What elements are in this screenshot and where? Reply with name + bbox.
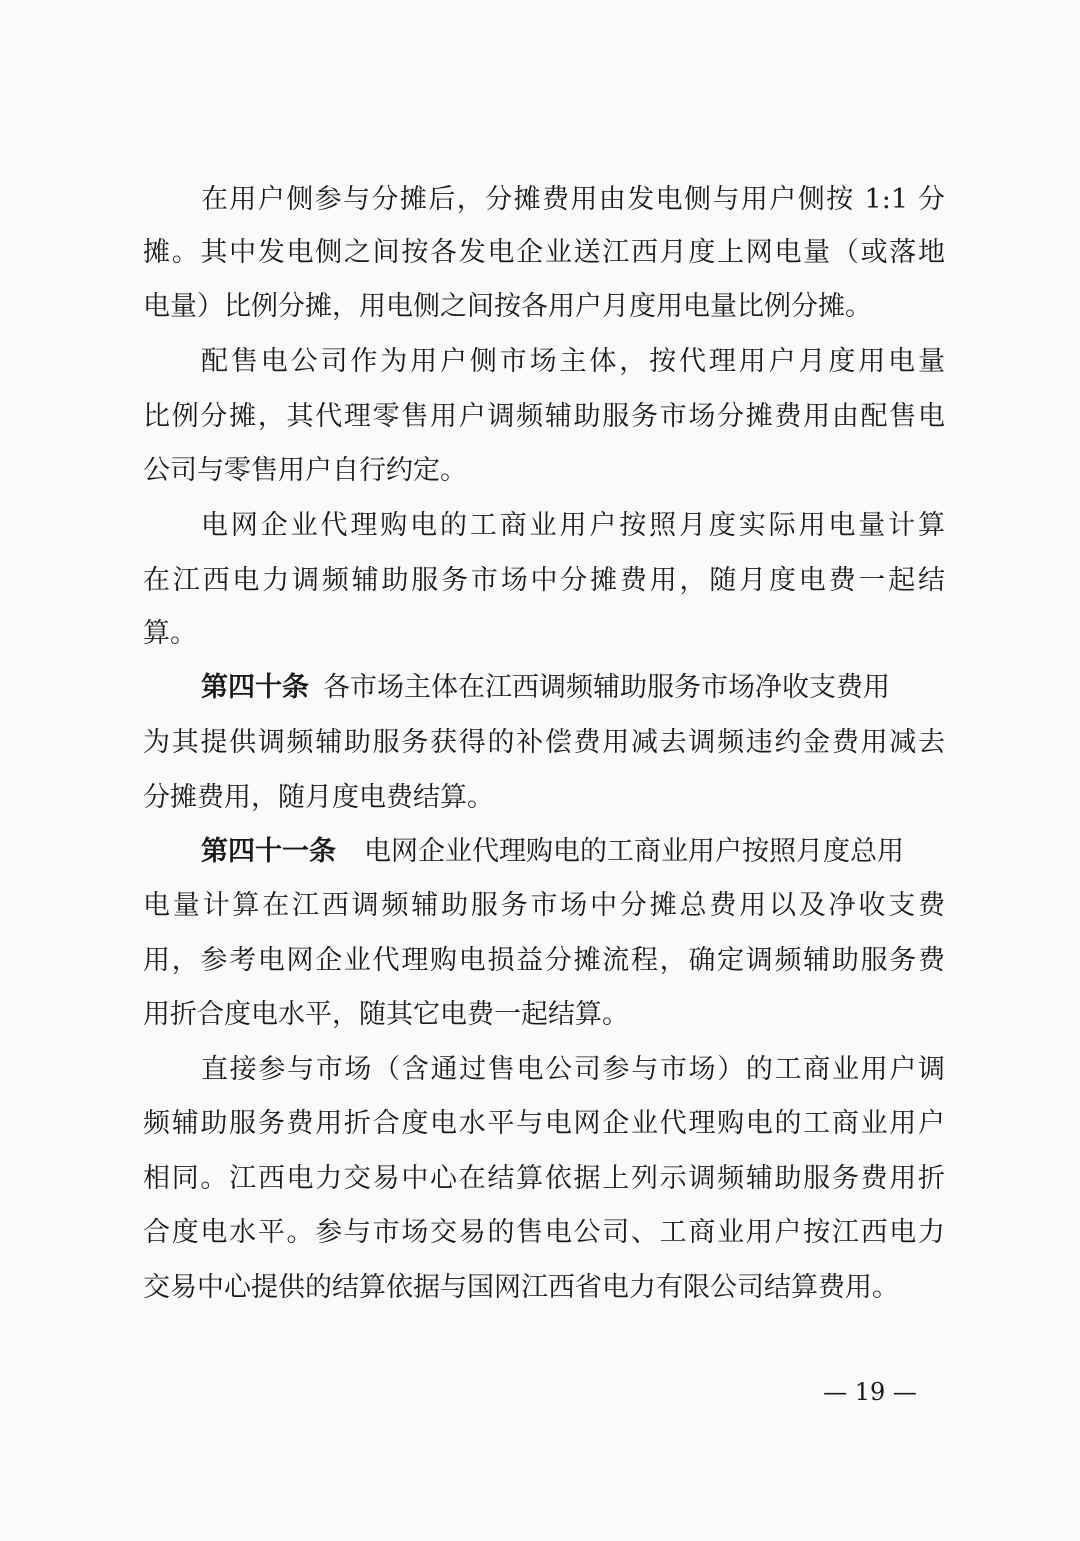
article-41-line-2: 电量计算在江西调频辅助服务市场中分摊总费用以及净收支费 <box>143 890 945 921</box>
paragraph-6-line-5: 交易中心提供的结算依据与国网江西省电力有限公司结算费用。 <box>143 1272 899 1303</box>
paragraph-3-line-2: 在江西电力调频辅助服务市场中分摊费用，随月度电费一起结 <box>143 565 945 596</box>
article-41-text: 电网企业代理购电的工商业用户按照月度总用 <box>364 836 904 867</box>
paragraph-3-line-3: 算。 <box>143 618 197 649</box>
article-40-heading: 第四十条 <box>201 672 309 703</box>
article-41-line-4: 用折合度电水平，随其它电费一起结算。 <box>143 999 629 1030</box>
article-41-line-3: 用，参考电网企业代理购电损益分摊流程，确定调频辅助服务费 <box>143 945 945 976</box>
paragraph-6-line-2: 频辅助服务费用折合度电水平与电网企业代理购电的工商业用户 <box>143 1108 945 1139</box>
paragraph-1-line-1: 在用户侧参与分摊后，分摊费用由发电侧与用户侧按 1:1 分 <box>201 184 945 215</box>
article-41-line-1 <box>201 832 945 872</box>
article-40-line-3: 分摊费用，随月度电费结算。 <box>143 782 494 813</box>
paragraph-2-line-2: 比例分摊，其代理零售用户调频辅助服务市场分摊费用由配售电 <box>143 401 945 432</box>
paragraph-6-line-4: 合度电水平。参与市场交易的售电公司、工商业用户按江西电力 <box>143 1217 945 1248</box>
paragraph-6-line-3: 相同。江西电力交易中心在结算依据上列示调频辅助服务费用折 <box>143 1163 945 1194</box>
article-40-line-2: 为其提供调频辅助服务获得的补偿费用减去调频违约金费用减去 <box>143 727 945 758</box>
paragraph-6-line-1: 直接参与市场（含通过售电公司参与市场）的工商业用户调 <box>201 1054 945 1085</box>
article-40-text: 各市场主体在江西调频辅助服务市场净收支费用 <box>323 672 890 703</box>
article-40-line-1 <box>201 668 945 708</box>
paragraph-2-line-3: 公司与零售用户自行约定。 <box>143 455 467 486</box>
paragraph-2-line-1: 配售电公司作为用户侧市场主体，按代理用户月度用电量 <box>201 346 945 377</box>
paragraph-3-line-1: 电网企业代理购电的工商业用户按照月度实际用电量计算 <box>201 510 945 541</box>
paragraph-1-line-2: 摊。其中发电侧之间按各发电企业送江西月度上网电量（或落地 <box>143 237 945 268</box>
page-number: — 19 — <box>823 1378 917 1406</box>
article-41-heading: 第四十一条 <box>201 836 336 867</box>
paragraph-1-line-3: 电量）比例分摊，用电侧之间按各用户月度用电量比例分摊。 <box>143 291 872 322</box>
